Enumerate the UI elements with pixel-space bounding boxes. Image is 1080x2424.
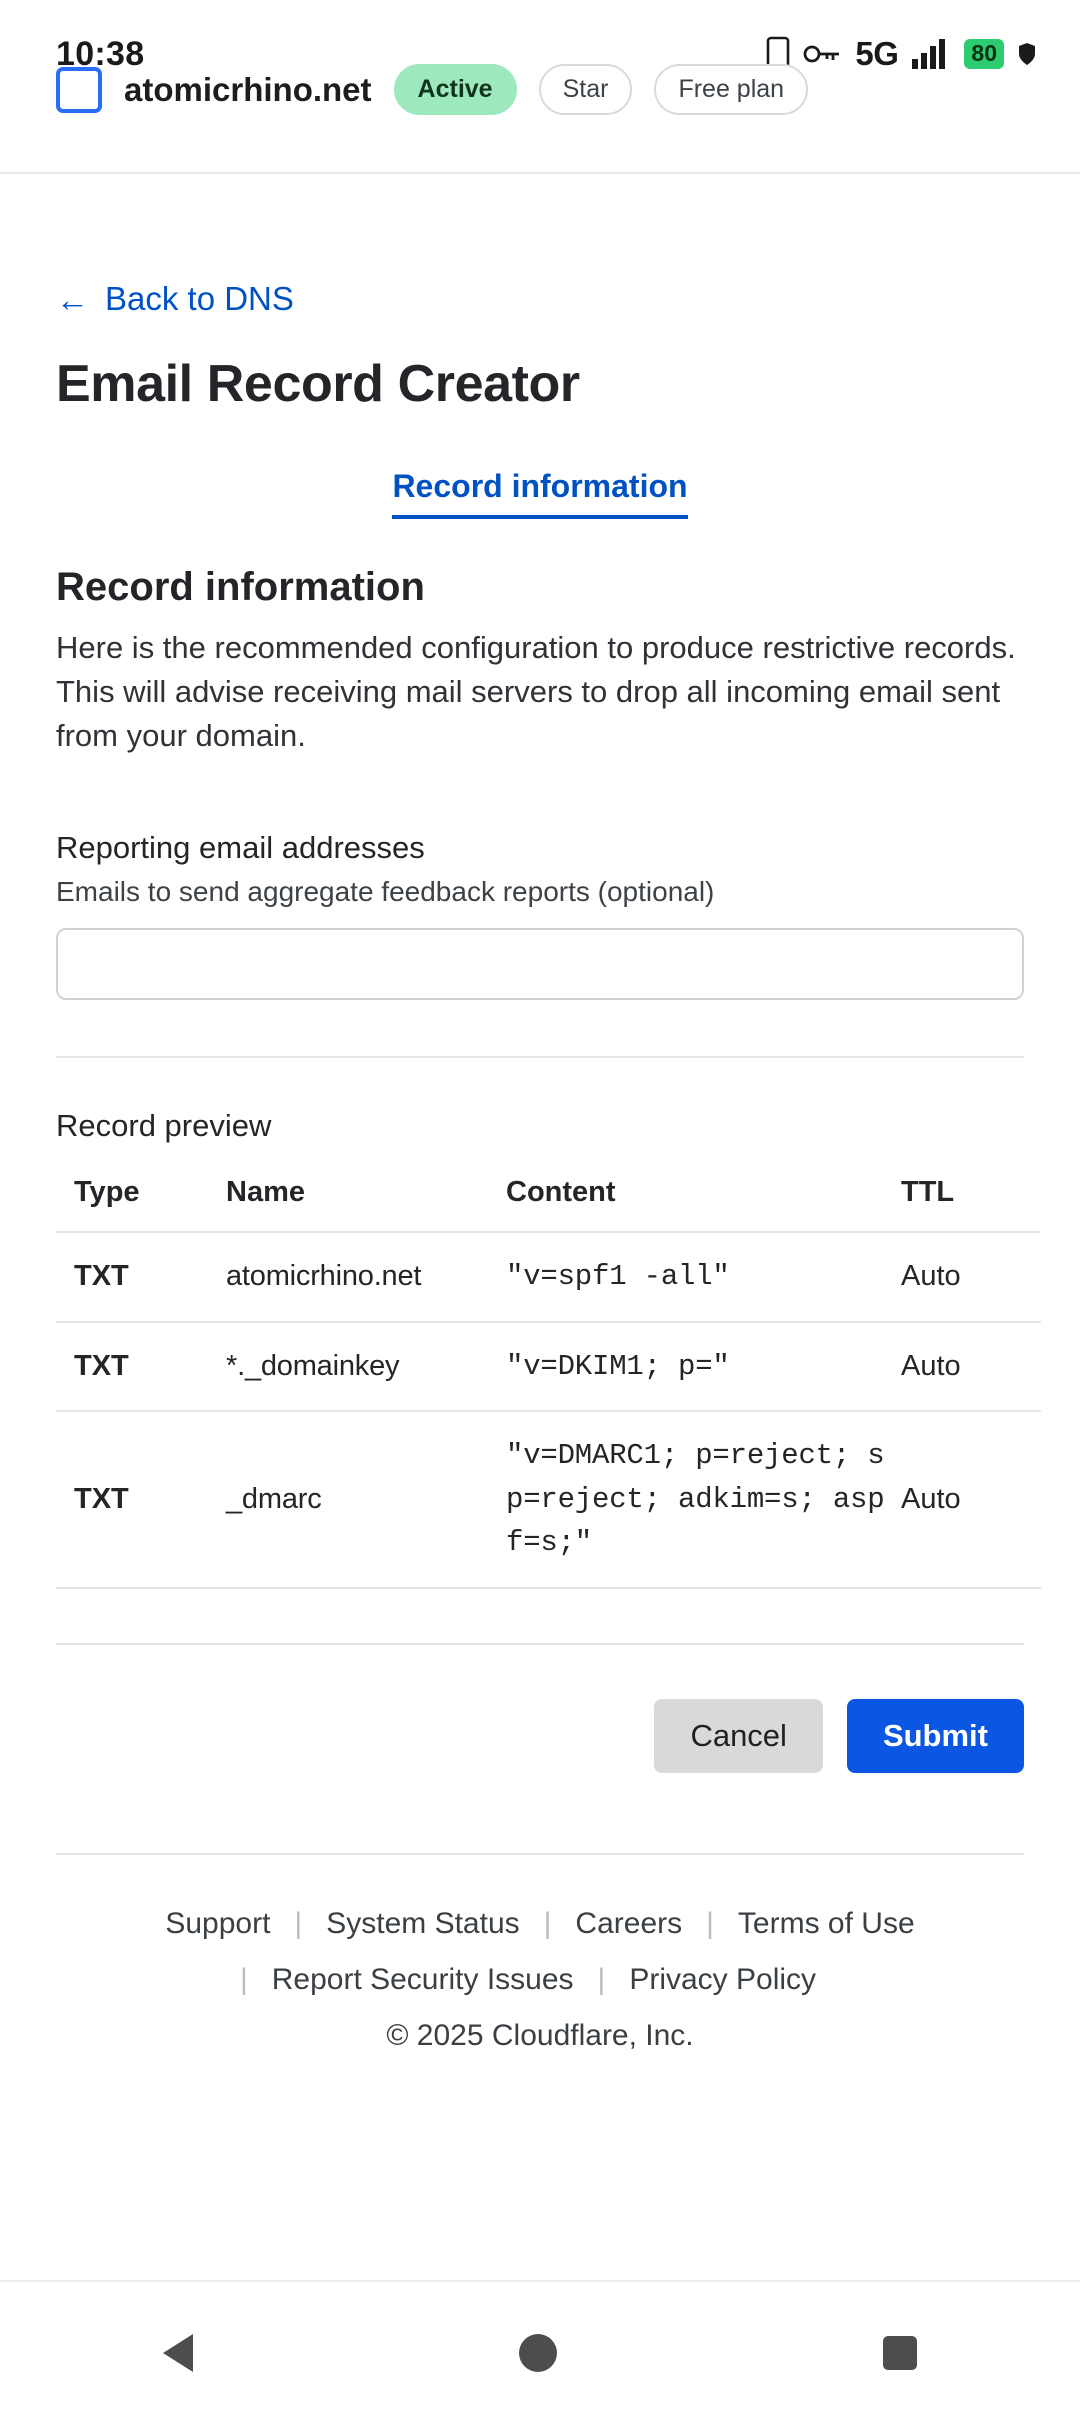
reporting-email-label: Reporting email addresses [56,830,425,866]
form-actions [56,1699,1024,1773]
footer-link-careers[interactable]: Careers [575,1906,683,1940]
footer-link-report-security-issues[interactable]: Report Security Issues [271,1962,574,1996]
arrow-left-icon: ← [56,280,89,318]
footer-separator: | [239,1962,248,1996]
table-header-row [56,1176,1041,1232]
footer-copyright: © 2025 Cloudflare, Inc. [386,2018,694,2052]
site-icon [56,67,102,113]
footer-separator: | [543,1906,552,1940]
tab-bar [56,468,1024,519]
footer-separator: | [294,1906,303,1940]
table-row [56,1411,1041,1588]
footer-link-support[interactable]: Support [165,1906,271,1940]
status-badge-active: Active [394,64,517,115]
cell-type: TXT [56,1411,226,1588]
reporting-email-help: Emails to send aggregate feedback reports (optional) [56,876,715,908]
footer-link-system-status[interactable]: System Status [326,1906,520,1940]
table-row [56,1232,1041,1322]
cell-type: TXT [56,1232,226,1322]
network-type-label: 5G [855,35,899,72]
cell-ttl: Auto [901,1322,1041,1412]
back-button-icon[interactable] [163,2334,193,2372]
footer-links-row-2 [56,1963,1024,1997]
cell-ttl: Auto [901,1232,1041,1322]
cell-content: "v=spf1 -all" [506,1232,901,1322]
footer-separator: | [706,1906,714,1940]
footer-link-terms-of-use[interactable]: Terms of Use [737,1906,915,1940]
tab-record-information[interactable]: Record information [392,468,687,519]
star-button[interactable]: Star [539,64,633,115]
submit-button[interactable]: Submit [847,1699,1024,1773]
cell-content: "v=DMARC1; p=reject; sp=reject; adkim=s; aspf=s;" [506,1411,901,1588]
cell-name: _dmarc [226,1411,506,1588]
footer [56,1853,1024,2053]
table-row [56,1322,1041,1412]
reporting-email-input[interactable] [56,928,1024,1000]
cell-ttl: Auto [901,1411,1041,1588]
site-header-bar [0,70,1080,174]
section-heading: Record information [56,565,425,609]
cell-name: atomicrhino.net [226,1232,506,1322]
record-preview-title: Record preview [56,1108,272,1144]
divider-below-table [56,1643,1024,1645]
system-navigation-bar [0,2280,1080,2424]
content-container [0,280,1080,2053]
status-time: 10:38 [56,34,145,73]
footer-link-privacy-policy[interactable]: Privacy Policy [629,1962,817,1996]
shield-icon [1018,42,1036,66]
reporting-email-field-block [56,830,1024,1000]
divider [56,1056,1024,1058]
page-title: Email Record Creator [56,355,580,413]
column-header-ttl: TTL [901,1176,955,1209]
cell-content: "v=DKIM1; p=" [506,1322,901,1412]
recents-button-icon[interactable] [883,2336,917,2370]
home-button-icon[interactable] [519,2334,557,2372]
battery-icon: 80 [964,39,1004,69]
plan-badge: Free plan [654,64,808,115]
section-description: Here is the recommended configuration to produce restrictive records. This will advise receiving mail servers to drop all incoming email sent from your domain. [56,630,1016,754]
vpn-key-icon [803,43,841,65]
cancel-button[interactable]: Cancel [654,1699,823,1773]
cell-name: *._domainkey [226,1322,506,1412]
back-to-dns-link[interactable] [56,280,294,318]
footer-links-row-1 [56,1907,1024,1941]
record-preview-table [56,1176,1041,1589]
back-to-dns-label: Back to DNS [105,280,294,317]
column-header-name: Name [226,1176,305,1209]
column-header-content: Content [506,1176,616,1209]
page-scroll-area[interactable] [0,70,1080,2280]
column-header-type: Type [74,1176,140,1209]
footer-separator: | [597,1962,606,1996]
cell-type: TXT [56,1322,226,1412]
site-name: atomicrhino.net [124,70,372,108]
